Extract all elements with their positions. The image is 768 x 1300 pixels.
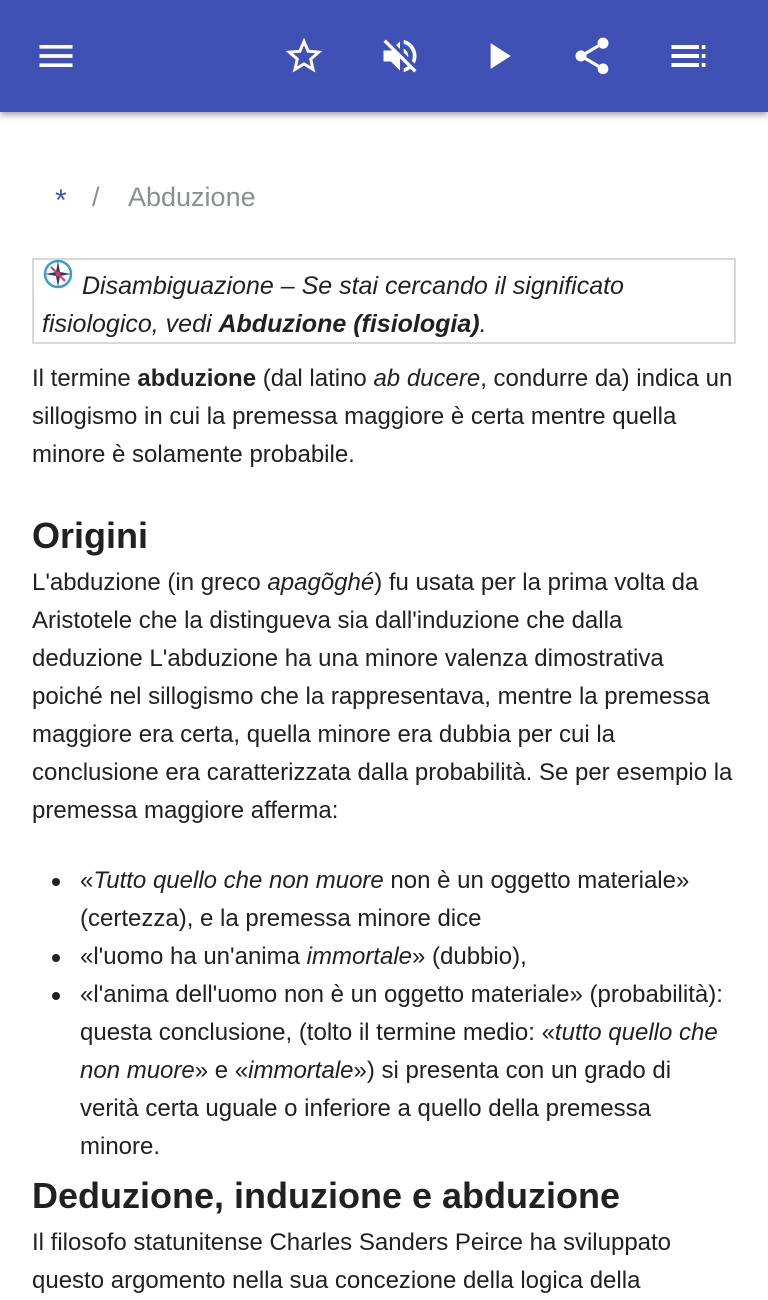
- list-emphasis: Tutto quello che non muore: [93, 867, 384, 894]
- favorite-button[interactable]: [278, 30, 330, 82]
- volume-off-icon: [378, 34, 422, 78]
- compass-icon: [42, 258, 74, 290]
- playlist-icon: [666, 34, 710, 78]
- list-text: non è un oggetto materiale» (certezza), e la premessa minore dice: [80, 867, 690, 932]
- origini-text: L'abduzione (in greco: [32, 569, 268, 596]
- app-toolbar: [0, 0, 768, 112]
- list-item: [32, 862, 736, 938]
- breadcrumb-separator: /: [92, 182, 100, 212]
- list-text: «l'anima dell'uomo non è un oggetto materiale» (probabilità): questa conclusione, (tolto il termine medio: «: [80, 981, 723, 1046]
- menu-icon: [34, 34, 78, 78]
- disambiguation-text: Disambiguazione – Se stai cercando il significato fisiologico, vedi: [42, 272, 624, 338]
- mute-button[interactable]: [374, 30, 426, 82]
- share-icon: [570, 34, 614, 78]
- share-button[interactable]: [566, 30, 618, 82]
- playlist-button[interactable]: [662, 30, 714, 82]
- intro-text: , condurre da) indica un sillogismo in cui la premessa maggiore è certa mentre quella minore è solamente probabile.: [32, 365, 733, 468]
- heading-origini: Origini: [32, 515, 148, 556]
- disambiguation-suffix: .: [479, 310, 487, 338]
- intro-latin: ab ducere: [373, 365, 481, 392]
- breadcrumb-current: Abduzione: [128, 182, 256, 212]
- star-outline-icon: [282, 34, 326, 78]
- list-emphasis: immortale: [248, 1057, 354, 1084]
- origini-greek: apagõghé: [267, 569, 375, 596]
- list-item: [32, 976, 736, 1166]
- list-text: «: [80, 867, 94, 894]
- intro-text: (dal latino: [256, 365, 374, 392]
- list-emphasis: immortale: [306, 943, 412, 970]
- list-emphasis: tutto quello che non muore: [80, 1019, 718, 1084]
- deduzione-paragraph: Il filosofo statunitense Charles Sanders Peirce ha sviluppato questo argomento nella sua concezione della logica della: [32, 1229, 672, 1294]
- list-item: [32, 938, 736, 976]
- origini-text: ) fu usata per la prima volta da Aristotele che la distingueva sia dall'induzione che dalla deduzione L'abduzione ha una minore valenza dimostrativa poiché nel sillogismo che la rappresentava, mentre la premessa maggiore era certa, quella minore era dubbia per cui la conclusione era caratterizzata dalla probabilità. Se per esempio la premessa maggiore afferma:: [32, 569, 733, 824]
- disambiguation-box: [32, 258, 736, 344]
- list-text: «l'uomo ha un'anima: [80, 943, 307, 970]
- list-text: » (dubbio),: [412, 943, 527, 970]
- origini-paragraph: [32, 564, 736, 830]
- intro-term: abduzione: [137, 365, 257, 392]
- disambiguation-link[interactable]: Abduzione (fisiologia): [218, 310, 480, 338]
- list-text: » e «: [194, 1057, 249, 1084]
- menu-button[interactable]: [30, 30, 82, 82]
- intro-text: Il termine: [32, 365, 138, 392]
- heading-deduzione: Deduzione, induzione e abduzione: [32, 1175, 621, 1216]
- list-text: ») si presenta con un grado di verità certa uguale o inferiore a quello della premessa minore.: [80, 1057, 672, 1160]
- breadcrumb-home-link[interactable]: *: [55, 184, 67, 217]
- intro-paragraph: [32, 360, 736, 474]
- play-button[interactable]: [472, 30, 524, 82]
- syllogism-list: [32, 862, 736, 1166]
- play-icon: [476, 34, 520, 78]
